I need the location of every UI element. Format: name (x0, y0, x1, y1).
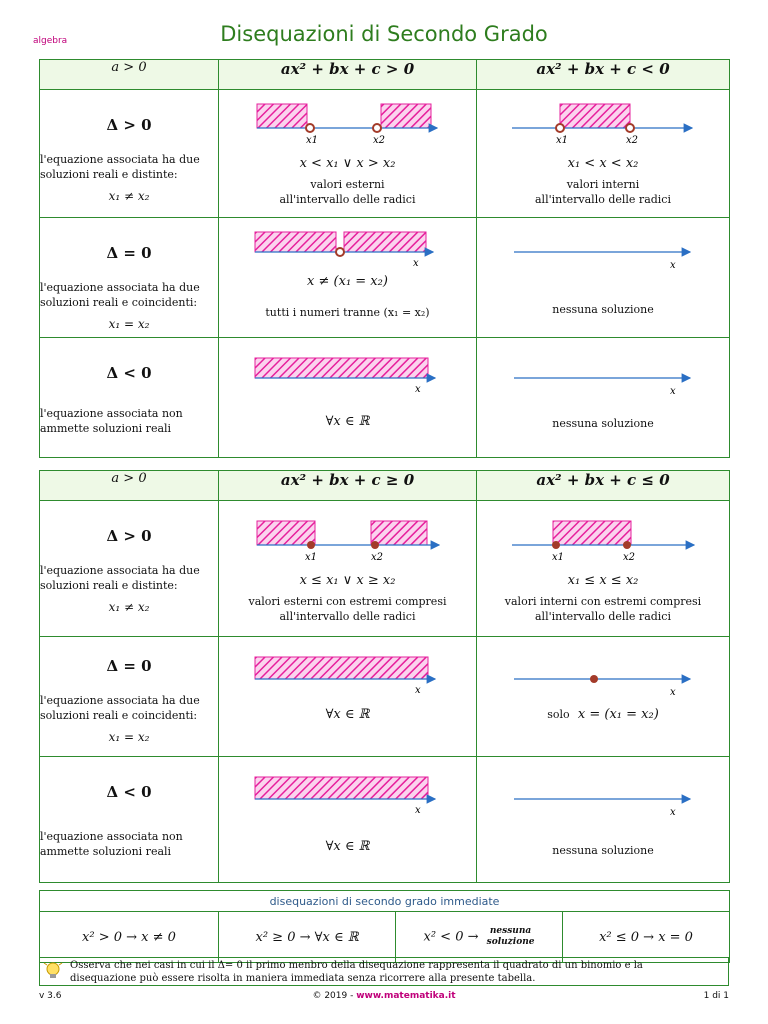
desc-line: l'equazione associata ha due (40, 694, 200, 707)
header-lt: ax² + bx + c < 0 (477, 60, 730, 90)
desc-line: soluzioni reali e coincidenti: (40, 709, 198, 722)
no-solution-line: soluzione (486, 937, 535, 947)
table-strict (39, 59, 730, 458)
case-delta-zero (40, 637, 219, 757)
number-line-diagram (253, 515, 443, 571)
number-line-diagram (508, 515, 698, 571)
immediate-case-3-math: x² < 0 → (423, 929, 479, 945)
delta-label: Δ < 0 (106, 783, 152, 801)
solution-text: valori interni (566, 178, 640, 191)
desc-line: l'equazione associata ha due (40, 153, 200, 166)
number-line-diagram (508, 771, 698, 817)
page-title: Disequazioni di Secondo Grado (220, 22, 548, 46)
case-delta-zero (40, 218, 219, 338)
solution-le (477, 637, 730, 757)
solution-text: nessuna soluzione (552, 417, 654, 430)
solution-math: x ≠ (x₁ = x₂) (307, 274, 388, 289)
no-solution-line: nessuna (489, 926, 532, 936)
solution-text: valori interni con estremi compresi (504, 595, 702, 608)
label-x1: x1 (556, 135, 569, 146)
solution-text: all'intervallo delle radici (279, 193, 416, 206)
header-a: a > 0 (40, 60, 219, 90)
number-line-diagram (253, 226, 443, 272)
note-box (39, 957, 729, 986)
solo-label: solo (547, 708, 570, 721)
roots-relation: x₁ = x₂ (108, 730, 150, 744)
delta-label: Δ > 0 (106, 527, 152, 545)
solution-text: tutti i numeri tranne (x₁ = x₂) (265, 306, 430, 319)
label-x2: x2 (370, 552, 383, 563)
number-line-diagram (253, 651, 443, 697)
header-gt: ax² + bx + c > 0 (219, 60, 477, 90)
number-line-diagram (508, 651, 698, 697)
case-delta-positive (40, 90, 219, 218)
solution-math: x₁ ≤ x ≤ x₂ (567, 573, 639, 588)
desc-line: l'equazione associata non (40, 830, 183, 843)
case-delta-negative (40, 757, 219, 883)
subject-tag: algebra (33, 36, 68, 46)
desc-line: l'equazione associata non (40, 407, 183, 420)
solution-math: x ≤ x₁ ∨ x ≥ x₂ (299, 573, 396, 588)
delta-label: Δ = 0 (106, 244, 152, 262)
case-delta-negative (40, 338, 219, 458)
delta-label: Δ = 0 (106, 657, 152, 675)
site-link[interactable]: www.matematika.it (356, 991, 456, 1001)
label-x: x (670, 687, 676, 697)
header-a: a > 0 (40, 471, 219, 501)
solution-le (477, 757, 730, 883)
roots-relation: x₁ = x₂ (108, 317, 150, 331)
copyright (0, 991, 768, 1001)
label-x: x (670, 260, 676, 271)
solution-math: x₁ < x < x₂ (567, 156, 639, 171)
solution-text: valori esterni con estremi compresi (248, 595, 447, 608)
solution-ge (219, 501, 477, 637)
version: v 3.6 (39, 991, 62, 1001)
page-number: 1 di 1 (703, 991, 729, 1001)
number-line-diagram (508, 98, 698, 154)
desc-line: soluzioni reali e coincidenti: (40, 296, 198, 309)
solution-text: nessuna soluzione (552, 303, 654, 316)
roots-relation: x₁ ≠ x₂ (108, 189, 150, 203)
desc-line: l'equazione associata ha due (40, 564, 200, 577)
immediate-table (39, 890, 730, 963)
label-x: x (670, 807, 676, 817)
label-x2: x2 (626, 135, 639, 146)
note-line: disequazione può essere risolta in maniera immediata senza ricorrere alla presente tabella. (70, 973, 536, 984)
label-x: x (414, 685, 421, 696)
desc-line: l'equazione associata ha due (40, 281, 200, 294)
immediate-header: disequazioni di secondo grado immediate (40, 891, 730, 912)
solution-lt (477, 90, 730, 218)
immediate-case-3 (396, 912, 563, 963)
delta-label: Δ < 0 (106, 364, 152, 382)
solution-math: ∀x ∈ ℝ (325, 414, 370, 429)
solution-gt (219, 90, 477, 218)
number-line-diagram (508, 226, 698, 272)
delta-label: Δ > 0 (106, 116, 152, 134)
solution-text: all'intervallo delle radici (535, 610, 671, 623)
solution-gt (219, 338, 477, 458)
label-x: x (670, 386, 676, 397)
label-x2: x2 (372, 135, 385, 146)
solution-math: ∀x ∈ ℝ (325, 839, 370, 854)
solution-ge (219, 637, 477, 757)
immediate-case-1: x² > 0 → x ≠ 0 (40, 912, 219, 963)
number-line-diagram (253, 352, 443, 398)
solution-lt (477, 338, 730, 458)
case-delta-positive (40, 501, 219, 637)
label-x1: x1 (552, 552, 565, 563)
desc-line: ammette soluzioni reali (40, 422, 172, 435)
solution-text: valori esterni (310, 178, 385, 191)
copyright-text: © 2019 - (312, 991, 357, 1001)
header-le: ax² + bx + c ≤ 0 (477, 471, 730, 501)
label-x: x (412, 258, 419, 269)
label-x: x (414, 805, 421, 816)
lightbulb-icon (42, 960, 64, 982)
solution-le (477, 501, 730, 637)
label-x2: x2 (623, 552, 636, 563)
desc-line: soluzioni reali e distinte: (40, 579, 178, 592)
immediate-case-2: x² ≥ 0 → ∀x ∈ ℝ (219, 912, 396, 963)
note-line: Osserva che nei casi in cui il Δ= 0 il primo menbro della disequazione rappresenta il quadrato di un binomio e la (70, 960, 643, 971)
solution-text: all'intervallo delle radici (279, 610, 416, 623)
solution-gt (219, 218, 477, 338)
number-line-diagram (253, 98, 443, 154)
label-x: x (414, 384, 421, 395)
label-x1: x1 (305, 135, 318, 146)
desc-line: soluzioni reali e distinte: (40, 168, 178, 181)
solution-ge (219, 757, 477, 883)
number-line-diagram (253, 771, 443, 817)
table-non-strict (39, 470, 730, 883)
solution-text: nessuna soluzione (552, 844, 654, 857)
solution-math: x = (x₁ = x₂) (577, 707, 659, 722)
solution-math: x < x₁ ∨ x > x₂ (299, 156, 396, 171)
solution-math: ∀x ∈ ℝ (325, 707, 370, 722)
header-ge: ax² + bx + c ≥ 0 (219, 471, 477, 501)
desc-line: ammette soluzioni reali (40, 845, 172, 858)
roots-relation: x₁ ≠ x₂ (108, 600, 150, 614)
number-line-diagram (508, 352, 698, 398)
solution-text: all'intervallo delle radici (535, 193, 671, 206)
solution-lt (477, 218, 730, 338)
immediate-case-4: x² ≤ 0 → x = 0 (563, 912, 730, 963)
label-x1: x1 (304, 552, 317, 563)
